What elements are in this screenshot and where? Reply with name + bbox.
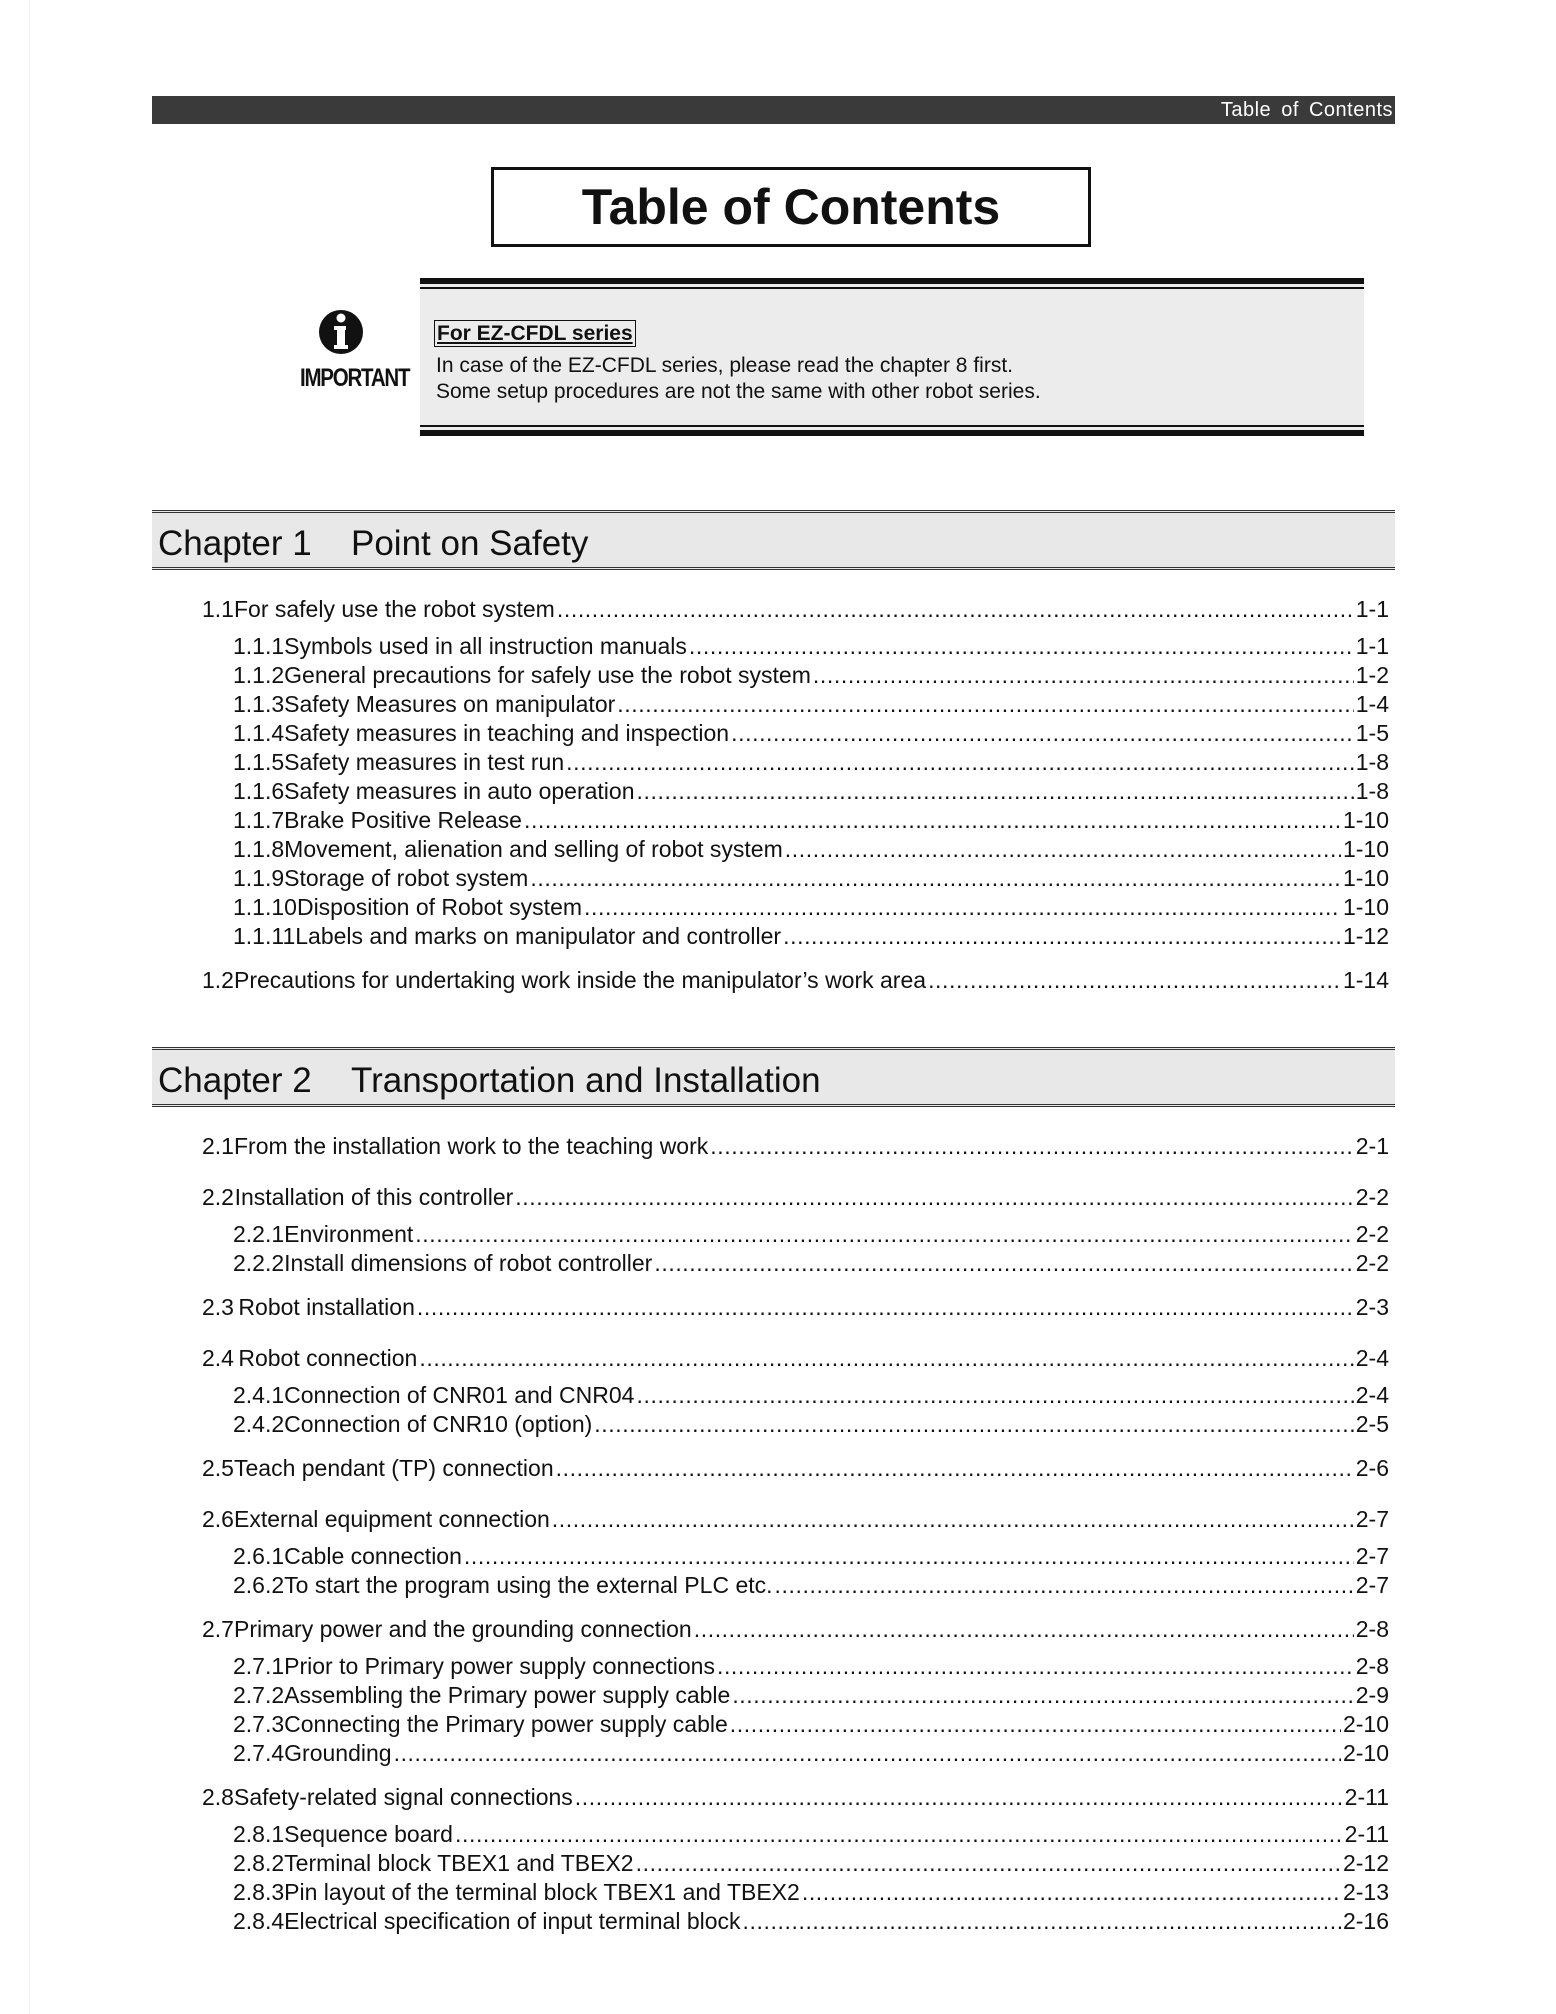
entry-number: 1.1.11 <box>233 923 296 949</box>
entry-number: 2.7 <box>202 1616 234 1642</box>
entry-page: 1-10 <box>1342 865 1389 891</box>
entry-page: 1-10 <box>1342 894 1389 920</box>
entry-title: Primary power and the grounding connection <box>233 1616 692 1642</box>
entry-number: 2.3 <box>202 1294 234 1320</box>
chapter-title: Point on Safety <box>351 524 589 563</box>
leader-dots <box>802 1878 1341 1906</box>
entry-page: 1-8 <box>1355 778 1389 804</box>
toc-entry[interactable] <box>233 864 1389 892</box>
entry-number: 2.7.2 <box>233 1682 285 1708</box>
entry-number: 2.2.1 <box>233 1221 285 1247</box>
entry-title: Precautions for undertaking work inside the manipulator’s work area <box>233 967 927 993</box>
entry-number: 1.1 <box>202 596 234 622</box>
entry-title: Pin layout of the terminal block TBEX1 and TBEX2 <box>284 1879 800 1905</box>
entry-title: Disposition of Robot system <box>296 894 583 920</box>
leader-dots <box>419 1344 1353 1372</box>
entry-number: 2.4.2 <box>233 1411 285 1437</box>
entry-number: 2.8.1 <box>233 1821 285 1847</box>
entry-title: Safety measures in test run <box>284 749 565 775</box>
leader-dots <box>694 1615 1354 1643</box>
toc-entry[interactable] <box>233 690 1389 718</box>
entry-page: 2-9 <box>1355 1682 1389 1708</box>
entry-page: 1-12 <box>1342 923 1389 949</box>
entry-page: 1-5 <box>1355 720 1389 746</box>
entry-title: Sequence board <box>284 1821 453 1847</box>
entry-page: 2-2 <box>1355 1221 1389 1247</box>
entry-page: 2-7 <box>1355 1506 1389 1532</box>
leader-dots <box>636 1381 1353 1409</box>
leader-dots <box>813 661 1354 689</box>
toc-entry[interactable] <box>233 1652 1389 1680</box>
entry-number: 1.1.6 <box>233 778 285 804</box>
toc-entry[interactable] <box>233 1410 1389 1438</box>
toc-entry[interactable] <box>233 777 1389 805</box>
leader-dots <box>556 1454 1354 1482</box>
toc-entry[interactable] <box>233 632 1389 660</box>
leader-dots <box>394 1739 1341 1767</box>
entry-page: 1-10 <box>1342 836 1389 862</box>
toc-entry[interactable] <box>233 719 1389 747</box>
leader-dots <box>617 690 1353 718</box>
info-icon <box>318 307 364 357</box>
entry-title: To start the program using the external PLC etc. <box>284 1572 773 1598</box>
entry-title: Teach pendant (TP) connection <box>233 1455 554 1481</box>
entry-title: General precautions for safely use the robot system <box>284 662 811 688</box>
toc-entry[interactable] <box>233 1820 1389 1848</box>
leader-dots <box>524 806 1341 834</box>
chapter-number: Chapter 2 <box>158 1061 312 1100</box>
leader-dots <box>717 1652 1354 1680</box>
toc-entry[interactable] <box>233 1878 1389 1906</box>
entry-title: Grounding <box>284 1740 392 1766</box>
entry-page: 2-3 <box>1355 1294 1389 1320</box>
entry-number: 2.2.2 <box>233 1250 285 1276</box>
entry-number: 1.1.10 <box>233 894 297 920</box>
leader-dots <box>783 922 1341 950</box>
toc-entry[interactable] <box>233 748 1389 776</box>
entry-page: 2-2 <box>1355 1184 1389 1210</box>
leader-dots <box>743 1907 1341 1935</box>
entry-number: 1.1.7 <box>233 807 285 833</box>
entry-title: Terminal block TBEX1 and TBEX2 <box>284 1850 634 1876</box>
entry-number: 2.2 <box>202 1184 234 1210</box>
leader-dots <box>730 1710 1341 1738</box>
toc-entry[interactable] <box>233 1249 1389 1277</box>
leader-dots <box>584 893 1341 921</box>
entry-page: 2-13 <box>1342 1879 1389 1905</box>
entry-title: Connection of CNR01 and CNR04 <box>284 1382 635 1408</box>
toc-entry[interactable] <box>202 1293 1389 1321</box>
leader-dots <box>455 1820 1343 1848</box>
toc-entry[interactable] <box>202 1344 1389 1372</box>
toc-entry[interactable] <box>202 1183 1389 1211</box>
notice-line-1: In case of the EZ-CFDL series, please read the chapter 8 first. <box>436 354 1013 377</box>
toc-entry[interactable] <box>202 595 1389 623</box>
entry-title: Safety-related signal connections <box>233 1784 573 1810</box>
entry-number: 2.8 <box>202 1784 234 1810</box>
entry-page: 2-10 <box>1342 1711 1389 1737</box>
toc-entry[interactable] <box>233 1710 1389 1738</box>
entry-page: 1-10 <box>1342 807 1389 833</box>
toc-entry[interactable] <box>233 1739 1389 1767</box>
entry-title: Connection of CNR10 (option) <box>284 1411 593 1437</box>
entry-page: 2-1 <box>1355 1133 1389 1159</box>
leader-dots <box>566 748 1354 776</box>
entry-number: 1.1.3 <box>233 691 285 717</box>
toc-entry[interactable] <box>233 893 1389 921</box>
entry-number: 1.2 <box>202 967 234 993</box>
chapter-number: Chapter 1 <box>158 524 312 563</box>
leader-dots <box>710 1132 1353 1160</box>
toc-entry[interactable] <box>233 1542 1389 1570</box>
entry-number: 1.1.9 <box>233 865 285 891</box>
entry-title: Movement, alienation and selling of robot system <box>284 836 783 862</box>
leader-dots <box>689 632 1354 660</box>
leader-dots <box>415 1220 1353 1248</box>
toc-entry[interactable] <box>233 1681 1389 1709</box>
entry-page: 2-4 <box>1355 1382 1389 1408</box>
entry-title: Robot connection <box>238 1345 418 1371</box>
leader-dots <box>654 1249 1353 1277</box>
leader-dots <box>636 1849 1341 1877</box>
entry-number: 2.8.3 <box>233 1879 285 1905</box>
entry-number: 1.1.5 <box>233 749 285 775</box>
entry-page: 2-7 <box>1355 1572 1389 1598</box>
entry-page: 2-6 <box>1355 1455 1389 1481</box>
entry-title: Environment <box>284 1221 414 1247</box>
entry-title: Cable connection <box>284 1543 462 1569</box>
leader-dots <box>464 1542 1354 1570</box>
notice-title: For EZ-CFDL series <box>434 320 636 347</box>
leader-dots <box>552 1505 1354 1533</box>
entry-page: 2-8 <box>1355 1616 1389 1642</box>
entry-number: 2.6.1 <box>233 1543 285 1569</box>
toc-entry[interactable] <box>233 806 1389 834</box>
entry-page: 1-4 <box>1355 691 1389 717</box>
entry-number: 2.4 <box>202 1345 234 1371</box>
entry-title: Symbols used in all instruction manuals <box>284 633 687 659</box>
entry-page: 2-11 <box>1344 1784 1389 1810</box>
entry-number: 2.1 <box>202 1133 234 1159</box>
entry-number: 2.6.2 <box>233 1572 285 1598</box>
entry-page: 2-5 <box>1355 1411 1389 1437</box>
entry-page: 1-8 <box>1355 749 1389 775</box>
toc-entry[interactable] <box>202 1132 1389 1160</box>
chapter-1-heading <box>152 510 1395 570</box>
entry-number: 1.1.2 <box>233 662 285 688</box>
entry-page: 2-12 <box>1342 1850 1389 1876</box>
entry-page: 2-7 <box>1355 1543 1389 1569</box>
toc-entry[interactable] <box>202 1505 1389 1533</box>
entry-page: 2-8 <box>1355 1653 1389 1679</box>
entry-title: Installation of this controller <box>234 1184 514 1210</box>
entry-title: Labels and marks on manipulator and controller <box>295 923 782 949</box>
leader-dots <box>732 1681 1353 1709</box>
entry-number: 1.1.4 <box>233 720 285 746</box>
entry-title: External equipment connection <box>233 1506 550 1532</box>
entry-number: 2.7.4 <box>233 1740 285 1766</box>
toc-entry[interactable] <box>233 835 1389 863</box>
leader-dots <box>557 595 1354 623</box>
entry-title: Connecting the Primary power supply cable <box>284 1711 728 1737</box>
toc-entry[interactable] <box>233 922 1389 950</box>
entry-page: 2-4 <box>1355 1345 1389 1371</box>
entry-page: 1-2 <box>1355 662 1389 688</box>
toc-entry[interactable] <box>233 1571 1389 1599</box>
entry-number: 2.8.2 <box>233 1850 285 1876</box>
important-label: IMPORTANT <box>300 364 410 392</box>
leader-dots <box>417 1293 1354 1321</box>
page-title: Table of Contents <box>491 167 1091 247</box>
important-notice <box>420 278 1364 436</box>
toc-entry[interactable] <box>202 966 1389 994</box>
entry-title: Install dimensions of robot controller <box>284 1250 653 1276</box>
entry-title: Electrical specification of input terminal block <box>284 1908 741 1934</box>
entry-title: Brake Positive Release <box>284 807 522 833</box>
entry-title: Safety Measures on manipulator <box>284 691 616 717</box>
entry-page: 1-1 <box>1355 633 1389 659</box>
entry-page: 1-1 <box>1355 596 1389 622</box>
entry-number: 2.7.3 <box>233 1711 285 1737</box>
entry-title: From the installation work to the teaching work <box>233 1133 709 1159</box>
toc-entry[interactable] <box>202 1783 1389 1811</box>
chapter-title: Transportation and Installation <box>351 1061 821 1100</box>
toc-entry[interactable] <box>233 1849 1389 1877</box>
entry-page: 2-11 <box>1344 1821 1389 1847</box>
leader-dots <box>928 966 1341 994</box>
leader-dots <box>575 1783 1343 1811</box>
toc-entry[interactable] <box>233 1381 1389 1409</box>
entry-title: Prior to Primary power supply connections <box>284 1653 715 1679</box>
toc-entry[interactable] <box>233 1907 1389 1935</box>
entry-number: 2.7.1 <box>233 1653 285 1679</box>
leader-dots <box>594 1410 1353 1438</box>
running-header <box>152 96 1395 124</box>
entry-number: 1.1.1 <box>233 633 285 659</box>
leader-dots <box>731 719 1354 747</box>
page-edge <box>29 0 30 2014</box>
entry-page: 2-10 <box>1342 1740 1389 1766</box>
leader-dots <box>785 835 1341 863</box>
entry-title: Safety measures in teaching and inspection <box>284 720 730 746</box>
entry-page: 2-16 <box>1342 1908 1389 1934</box>
entry-number: 2.6 <box>202 1506 234 1532</box>
entry-title: Safety measures in auto operation <box>284 778 635 804</box>
entry-title: For safely use the robot system <box>233 596 555 622</box>
running-header-text: Table of Contents <box>1220 99 1393 121</box>
leader-dots <box>636 777 1353 805</box>
entry-number: 1.1.8 <box>233 836 285 862</box>
leader-dots <box>530 864 1341 892</box>
chapter-2-heading <box>152 1047 1395 1107</box>
entry-page: 1-14 <box>1342 967 1389 993</box>
entry-number: 2.5 <box>202 1455 234 1481</box>
toc-entry[interactable] <box>202 1454 1389 1482</box>
entry-number: 2.8.4 <box>233 1908 285 1934</box>
toc-entry[interactable] <box>202 1615 1389 1643</box>
entry-page: 2-2 <box>1355 1250 1389 1276</box>
entry-title: Assembling the Primary power supply cable <box>284 1682 731 1708</box>
toc-entry[interactable] <box>233 661 1389 689</box>
notice-line-2: Some setup procedures are not the same with other robot series. <box>436 380 1041 403</box>
entry-title: Storage of robot system <box>284 865 529 891</box>
leader-dots <box>775 1571 1354 1599</box>
toc-entry[interactable] <box>233 1220 1389 1248</box>
entry-number: 2.4.1 <box>233 1382 285 1408</box>
entry-title: Robot installation <box>238 1294 415 1320</box>
leader-dots <box>515 1183 1353 1211</box>
